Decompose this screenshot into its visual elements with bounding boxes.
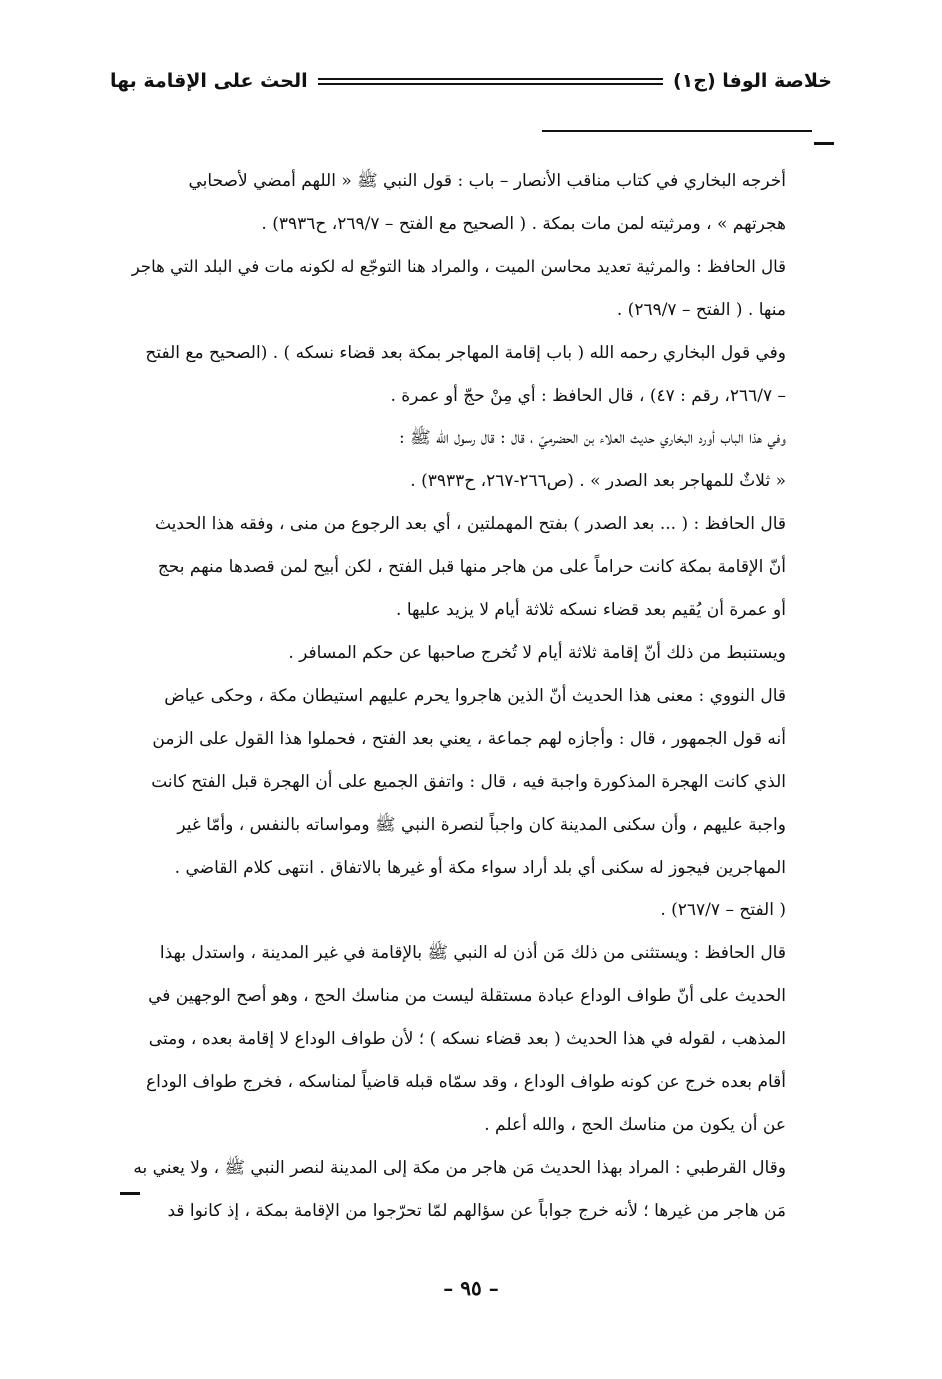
text-line: عن أن يكون من مناسك الحج ، والله أعلم . <box>484 1114 786 1135</box>
text-line: قال الحافظ : ويستثنى من ذلك مَن أذن له النبي ﷺ بالإقامة في غير المدينة ، واستدل بهذا <box>159 943 786 964</box>
footnote-continues-mark <box>120 1192 140 1195</box>
footnote-text <box>118 160 786 1233</box>
footnote-separator <box>542 130 812 132</box>
text-line: قال الحافظ : والمرثية تعديد محاسن الميت ، والمراد هنا التوجّع له لكونه مات في البلد التي هاجر <box>131 256 786 276</box>
text-line: الحديث على أنّ طواف الوداع عبادة مستقلة ليست من مناسك الحج ، وهو أصح الوجهين في <box>148 986 786 1007</box>
text-line: وفي هذا الباب أورد البخاري حديث العلاء بن الحضرميّ ، قال : قال رسول الله ﷺ : <box>398 428 786 449</box>
text-line: ( الفتح – ٢٦٧/٧) . <box>660 900 786 921</box>
text-line: واجبة عليهم ، وأن سكنى المدينة كان واجباً لنصرة النبي ﷺ ومواساته بالنفس ، وأمّا غير <box>177 814 786 835</box>
text-line: – ٢٦٦/٧، رقم : ٤٧) ، قال الحافظ : أي مِنْ حجّ أو عمرة . <box>390 385 786 406</box>
text-line: أنّ الإقامة بمكة كانت حراماً على من هاجر منها قبل الفتح ، لكن أبيح لمن قصدها منهم بحج <box>157 557 786 578</box>
page-number: – ٩٥ – <box>443 1276 499 1300</box>
chapter-title: الحث على الإقامة بها <box>110 70 308 92</box>
header-rule <box>318 78 663 85</box>
text-line: الذي كانت الهجرة المذكورة واجبة فيه ، قال : واتفق الجميع على أن الهجرة قبل الفتح كانت <box>151 771 786 792</box>
text-line: « ثلاثٌ للمهاجر بعد الصدر » . (ص٢٦٦-٢٦٧، ح٣٩٣٣) . <box>410 471 786 492</box>
text-line: ويستنبط من ذلك أنّ إقامة ثلاثة أيام لا تُخرج صاحبها عن حكم المسافر . <box>288 642 786 663</box>
text-line: هجرتهم » ، ومرثيته لمن مات بمكة . ( الصحيح مع الفتح – ٢٦٩/٧، ح٣٩٣٦) . <box>261 213 786 234</box>
text-line: قال النووي : معنى هذا الحديث أنّ الذين هاجروا يحرم عليهم استيطان مكة ، وحكى عياض <box>164 685 786 706</box>
text-line: منها . ( الفتح – ٢٦٩/٧) . <box>616 299 786 320</box>
text-line: أخرجه البخاري في كتاب مناقب الأنصار – باب : قول النبي ﷺ « اللهم أمضي لأصحابي <box>188 171 786 191</box>
text-line: وقال القرطبي : المراد بهذا الحديث مَن هاجر من مكة إلى المدينة لنصر النبي ﷺ ، ولا يعني به <box>133 1157 786 1178</box>
running-header <box>110 66 832 96</box>
text-line: المذهب ، لقوله في هذا الحديث ( بعد قضاء نسكه ) ؛ لأن طواف الوداع لا إقامة بعده ، ومتى <box>148 1029 786 1050</box>
book-title: خلاصة الوفا (ج١) <box>672 70 832 92</box>
footnote-continuation-mark <box>814 142 834 145</box>
text-line: المهاجرين فيجوز له سكنى أي بلد أراد سواء مكة أو غيرها بالاتفاق . انتهى كلام القاضي . <box>174 857 786 878</box>
text-line: مَن هاجر من غيرها ؛ لأنه خرج جواباً عن سؤالهم لمّا تحرّجوا من الإقامة بمكة ، إذ كانوا قد <box>167 1200 786 1221</box>
text-line: قال الحافظ : ( ... بعد الصدر ) بفتح المهملتين ، أي بعد الرجوع من منى ، وفقه هذا الحديث <box>154 514 786 535</box>
text-line: أنه قول الجمهور ، قال : وأجازه لهم جماعة ، يعني بعد الفتح ، فحملوا هذا القول على الزمن <box>152 728 786 749</box>
text-line: أو عمرة أن يُقيم بعد قضاء نسكه ثلاثة أيام لا يزيد عليها . <box>396 600 786 621</box>
text-line: أقام بعده خرج عن كونه طواف الوداع ، وقد سمّاه قبله قاضياً لمناسكه ، فخرج طواف الوداع <box>146 1072 786 1093</box>
text-line: وفي قول البخاري رحمه الله ( باب إقامة المهاجر بمكة بعد قضاء نسكه ) . (الصحيح مع الفتح <box>145 342 786 363</box>
